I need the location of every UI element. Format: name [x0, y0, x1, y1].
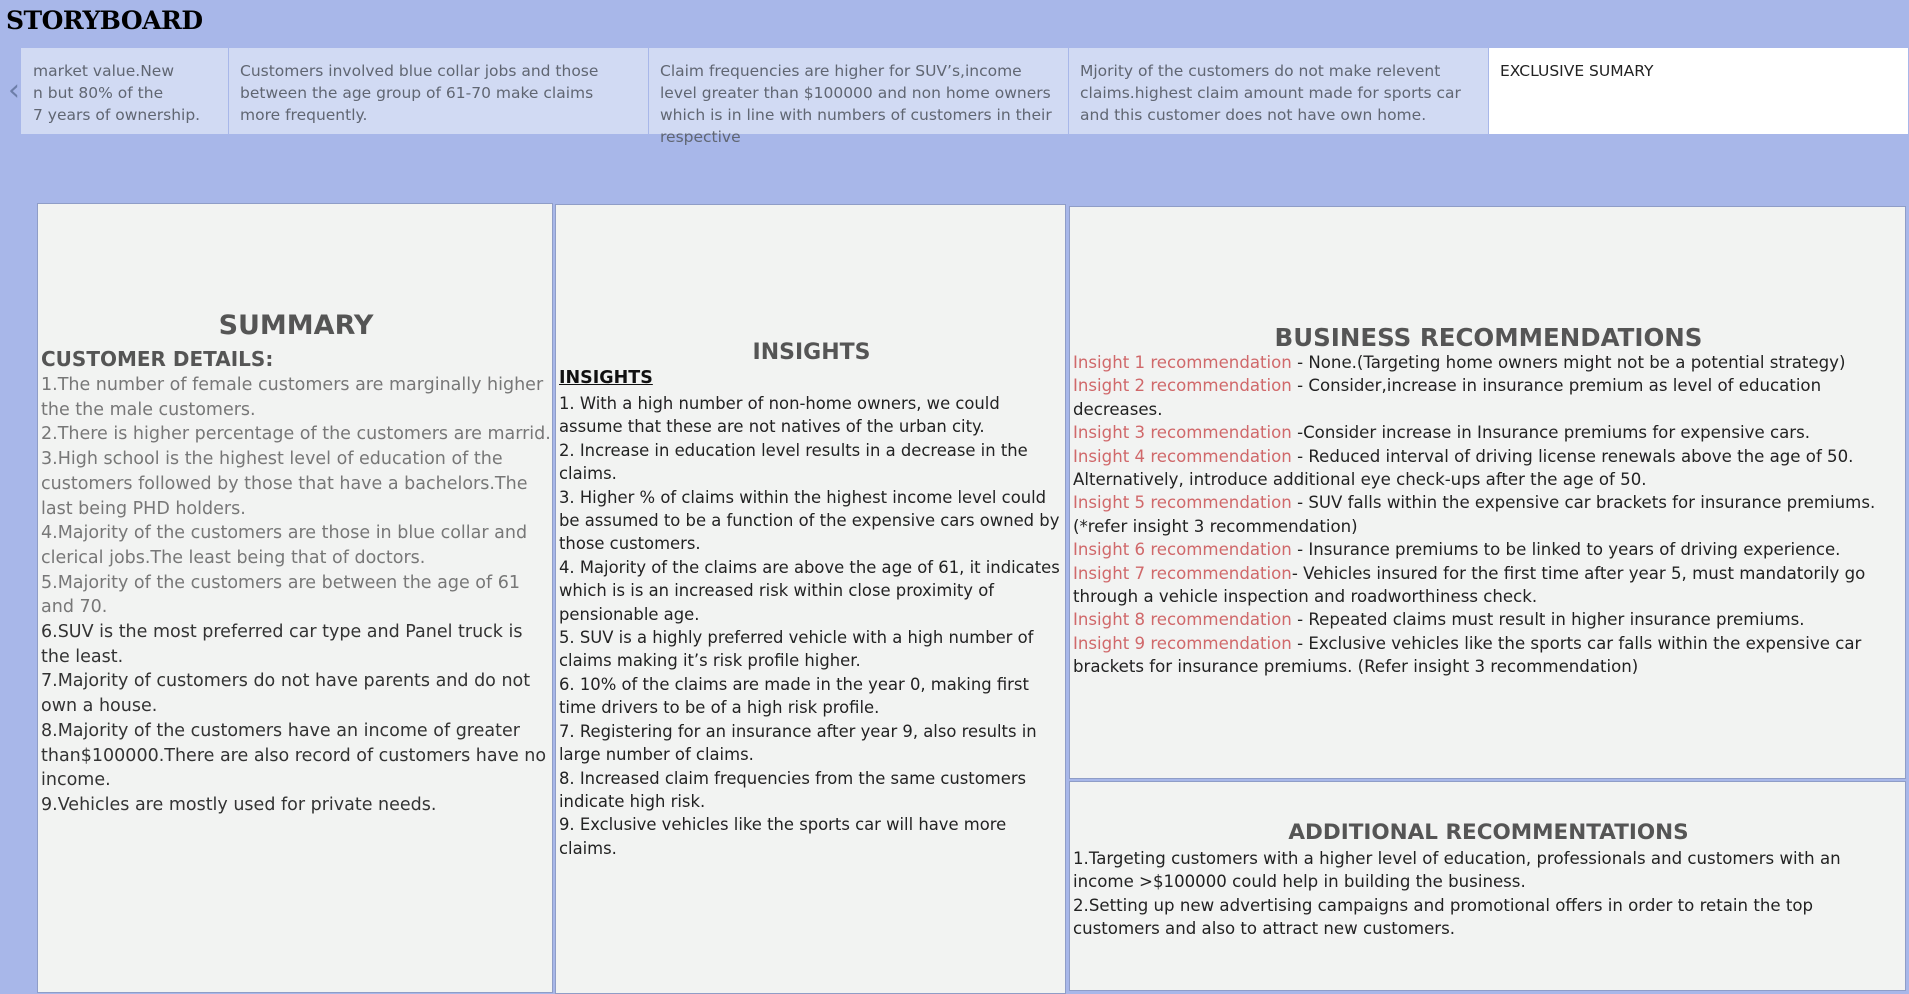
story-point-1-line-1: market value.New: [33, 62, 175, 80]
insight-item: 5. SUV is a highly preferred vehicle with a high number of claims making it’s risk profile higher.: [559, 628, 1034, 671]
story-point-5-text: EXCLUSIVE SUMARY: [1500, 62, 1654, 80]
recommendation-item: [1073, 562, 1903, 609]
additional-recommendations-list: [1073, 847, 1903, 941]
insights-panel: [555, 204, 1066, 994]
recommendation-text: - Repeated claims must result in higher insurance premiums.: [1291, 610, 1805, 630]
insight-item: 6. 10% of the claims are made in the year 0, making first time drivers to be of a high risk profile.: [559, 674, 1029, 718]
summary-item: 5.Majority of the customers are between the age of 61 and 70.: [41, 572, 520, 618]
story-point-2[interactable]: [229, 48, 649, 134]
recommendation-label: Insight 9 recommendation: [1073, 633, 1292, 653]
recommendation-text: - Exclusive vehicles like the sports car falls within the expensive car brackets for insurance premiums. (Refer insight 3 recommendation): [1073, 633, 1862, 677]
story-point-4[interactable]: [1069, 48, 1489, 134]
additional-item: 1.Targeting customers with a higher level of education, professionals and customers with an income >$100000 could help in building the business.: [1073, 849, 1841, 892]
summary-list: [41, 373, 551, 818]
recommendation-item: [1073, 374, 1903, 421]
story-points-strip: [33, 48, 1877, 146]
business-recommendations-heading: BUSINESS RECOMMENDATIONS: [1274, 323, 1703, 352]
recommendation-text: - Insurance premiums to be linked to years of driving experience.: [1291, 540, 1841, 560]
recommendation-item: [1073, 491, 1903, 538]
summary-item: 2.There is higher percentage of the customers are marrid.: [41, 424, 551, 445]
story-point-3-text: Claim frequencies are higher for SUV’s,income level greater than $100000 and non home owners which is in line with numbers of customers in their respective: [660, 62, 1052, 146]
insight-item: 9. Exclusive vehicles like the sports car will have more claims.: [559, 815, 1007, 858]
recommendation-item: [1073, 632, 1903, 679]
insight-item: 8. Increased claim frequencies from the same customers indicate high risk.: [559, 768, 1027, 811]
insights-list: [559, 392, 1064, 860]
insight-item: 1. With a high number of non-home owners, we could assume that these are not natives of the urban city.: [559, 394, 1000, 437]
recommendation-item: [1073, 538, 1903, 561]
insight-item: 4. Majority of the claims are above the age of 61, it indicates which is is an increased risk within close proximity of pensionable age.: [559, 557, 1060, 624]
summary-item: 4.Majority of the customers are those in blue collar and clerical jobs.The least being that of doctors.: [41, 523, 528, 568]
story-point-3[interactable]: [649, 48, 1069, 146]
business-recommendations-panel: [1069, 206, 1906, 779]
recommendation-text: - Consider,increase in insurance premium as level of education decreases.: [1073, 376, 1822, 419]
summary-item: 6.SUV is the most preferred car type and Panel truck is the least.: [41, 622, 523, 667]
recommendation-item: [1073, 445, 1903, 492]
insights-subheading: INSIGHTS: [559, 368, 653, 388]
summary-item: 1.The number of female customers are marginally higher the the male customers.: [41, 375, 544, 420]
recommendation-label: Insight 7 recommendation: [1073, 563, 1292, 583]
business-recommendations-list: [1073, 351, 1903, 679]
recommendation-text: - Vehicles insured for the first time after year 5, must mandatorily go through a vehicle inspection and roadworthiness check.: [1073, 563, 1866, 607]
recommendation-label: Insight 4 recommendation: [1073, 446, 1292, 466]
recommendation-label: Insight 2 recommendation: [1073, 376, 1292, 396]
story-point-1-line-3: 7 years of ownership.: [33, 106, 201, 124]
additional-recommendations-heading: ADDITIONAL RECOMMENTATIONS: [1288, 820, 1689, 845]
customer-details-heading: CUSTOMER DETAILS:: [41, 347, 274, 371]
additional-recommendations-panel: [1069, 781, 1906, 991]
story-point-2-text: Customers involved blue collar jobs and those between the age group of 61-70 make claims more frequently.: [240, 62, 599, 124]
summary-item: 3.High school is the highest level of education of the customers followed by those that have a bachelors.The last being PHD holders.: [41, 449, 528, 519]
additional-item: 2.Setting up new advertising campaigns and promotional offers in order to retain the top customers and also to attract new customers.: [1073, 895, 1814, 939]
recommendation-label: Insight 1 recommendation: [1073, 353, 1292, 372]
recommendation-item: [1073, 351, 1903, 374]
story-point-5-active[interactable]: [1489, 48, 1909, 134]
summary-heading: SUMMARY: [218, 310, 374, 341]
recommendation-text: -Consider increase in Insurance premiums for expensive cars.: [1291, 423, 1811, 443]
chevron-left-icon[interactable]: ‹: [8, 73, 20, 108]
summary-item: 8.Majority of the customers have an income of greater than$100000.There are also record of customers have no income.: [41, 720, 547, 791]
insight-item: 2. Increase in education level results in a decrease in the claims.: [559, 440, 1028, 484]
summary-item: 9.Vehicles are mostly used for private needs.: [41, 794, 437, 815]
summary-panel: [37, 203, 553, 993]
recommendation-label: Insight 6 recommendation: [1073, 540, 1292, 560]
summary-item: 7.Majority of customers do not have parents and do not own a house.: [41, 671, 531, 717]
recommendation-text: - None.(Targeting home owners might not be a potential strategy): [1291, 353, 1846, 372]
insights-heading: INSIGHTS: [752, 340, 871, 365]
insight-item: 7. Registering for an insurance after year 9, also results in large number of claims.: [559, 721, 1037, 765]
recommendation-text: - SUV falls within the expensive car brackets for insurance premiums.(*refer insight 3 recommendation): [1073, 493, 1876, 536]
recommendation-label: Insight 5 recommendation: [1073, 493, 1292, 513]
recommendation-item: [1073, 608, 1903, 631]
recommendation-label: Insight 3 recommendation: [1073, 423, 1292, 443]
recommendation-text: - Reduced interval of driving license renewals above the age of 50. Alternatively, introduce additional eye check-ups after the age of 50.: [1073, 446, 1854, 490]
insight-item: 3. Higher % of claims within the highest income level could be assumed to be a function of the expensive cars owned by those customers.: [559, 487, 1060, 554]
storyboard-title: STORYBOARD: [6, 6, 203, 35]
recommendation-label: Insight 8 recommendation: [1073, 610, 1292, 630]
story-point-1[interactable]: [21, 48, 229, 134]
story-point-1-line-2: n but 80% of the: [33, 84, 164, 102]
story-point-4-text: Mjority of the customers do not make relevent claims.highest claim amount made for sports car and this customer does not have own home.: [1080, 62, 1461, 124]
recommendation-item: [1073, 421, 1903, 444]
